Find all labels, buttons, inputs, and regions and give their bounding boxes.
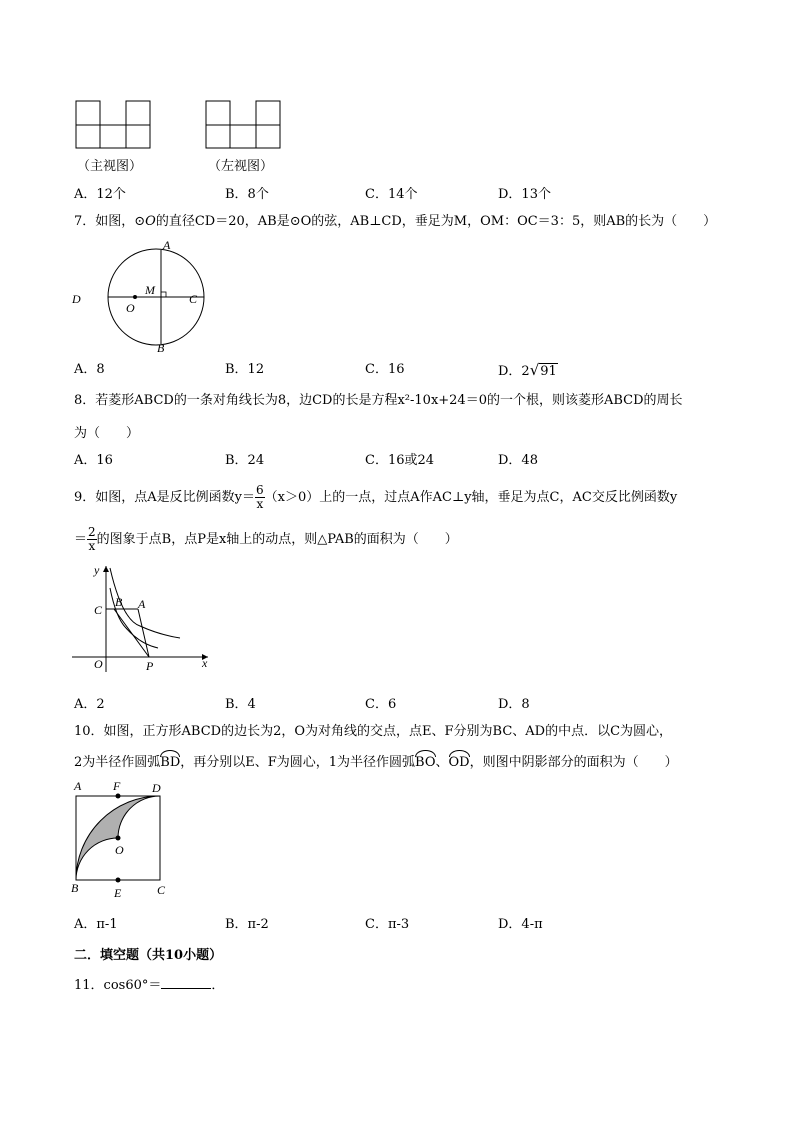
left-view-figure bbox=[204, 99, 284, 151]
q9-label-x: x bbox=[202, 656, 208, 670]
q9-label-y: y bbox=[94, 563, 100, 577]
q7-option-c: C．16 bbox=[365, 362, 405, 377]
q9-option-a: A．2 bbox=[74, 697, 105, 712]
q10-option-a: A．π-1 bbox=[74, 917, 118, 932]
q7-label-c: C bbox=[189, 292, 198, 306]
q9-label-p: P bbox=[146, 659, 154, 673]
front-view-figure bbox=[74, 99, 154, 151]
q7-label-d: D bbox=[72, 292, 81, 306]
q7-option-d: D．2√91 bbox=[498, 361, 557, 379]
q7-label-b: B bbox=[157, 341, 165, 355]
q9-stem-line2: ＝ $\frac{2}{x}$ 的图象于点B，点P是x轴上的动点，则△PAB的面积为（ ） bbox=[74, 525, 458, 553]
q9-stem-line1: 9．如图，点A是反比例函数y＝ $\frac{6}{x}$ （x＞0）上的一点，过点A作AC⊥y轴，垂足为点C，AC交反比例函数y bbox=[74, 483, 678, 511]
q8-option-a: A．16 bbox=[74, 453, 113, 468]
q7-label-m: M bbox=[145, 283, 155, 297]
q9-option-d: D．8 bbox=[498, 697, 530, 712]
q7-option-a: A．8 bbox=[74, 362, 105, 377]
q10-label-a: A bbox=[74, 779, 82, 793]
q10-label-d: D bbox=[152, 781, 161, 795]
q8-stem-line2: 为（ ） bbox=[74, 426, 140, 441]
q8-stem-line1: 8．若菱形ABCD的一条对角线长为8，边CD的长是方程x²-10x+24＝0的一个根，则该菱形ABCD的周长 bbox=[74, 393, 683, 408]
left-view-caption: （左视图） bbox=[208, 159, 274, 174]
q9-label-a: A bbox=[138, 597, 146, 611]
q6-option-b: B．8个 bbox=[225, 187, 269, 202]
q7-label-o: O bbox=[126, 301, 135, 315]
q6-option-d: D．13个 bbox=[498, 187, 551, 202]
q10-square-figure bbox=[70, 776, 180, 901]
q10-option-b: B．π-2 bbox=[225, 917, 269, 932]
q9-label-c: C bbox=[94, 603, 103, 617]
q10-label-b: B bbox=[71, 881, 79, 895]
q8-option-d: D．48 bbox=[498, 453, 538, 468]
q10-option-d: D．4-π bbox=[498, 917, 543, 932]
q7-circle-figure bbox=[70, 237, 210, 357]
q7-stem: 7．如图，⊙O的直径CD＝20，AB是⊙O的弦，AB⊥CD，垂足为M，OM：OC＝3：5，则AB的长为（ ） bbox=[74, 214, 717, 229]
q6-option-a: A．12个 bbox=[74, 187, 126, 202]
q9-option-b: B．4 bbox=[225, 697, 256, 712]
q7-option-b: B．12 bbox=[225, 362, 265, 377]
q10-label-e: E bbox=[114, 886, 122, 900]
q10-option-c: C．π-3 bbox=[365, 917, 410, 932]
q9-graph-figure bbox=[70, 560, 220, 675]
q10-stem-line1: 10．如图，正方形ABCD的边长为2，O为对角线的交点，点E、F分别为BC、AD的中点．以C为圆心， bbox=[74, 724, 673, 739]
front-view-caption: （主视图） bbox=[77, 159, 143, 174]
q7-label-a: A bbox=[163, 238, 171, 252]
q8-option-c: C．16或24 bbox=[365, 453, 435, 468]
q6-option-c: C．14个 bbox=[365, 187, 418, 202]
q10-stem-line2: 2为半径作圆弧BD，再分别以E、F为圆心，1为半径作圆弧BO、OD，则图中阴影部分的面积为（ ） bbox=[74, 755, 678, 770]
q11-answer-blank[interactable] bbox=[161, 975, 211, 989]
q8-option-b: B．24 bbox=[225, 453, 265, 468]
q9-option-c: C．6 bbox=[365, 697, 397, 712]
q10-label-o: O bbox=[115, 843, 124, 857]
q11-stem: 11．cos60°＝ ． bbox=[74, 975, 224, 995]
q10-label-f: F bbox=[113, 779, 121, 793]
section-title: 二．填空题（共10小题） bbox=[74, 948, 223, 963]
q10-label-c: C bbox=[157, 883, 166, 897]
q9-label-b: B bbox=[115, 595, 123, 609]
q9-label-o: O bbox=[94, 657, 103, 671]
